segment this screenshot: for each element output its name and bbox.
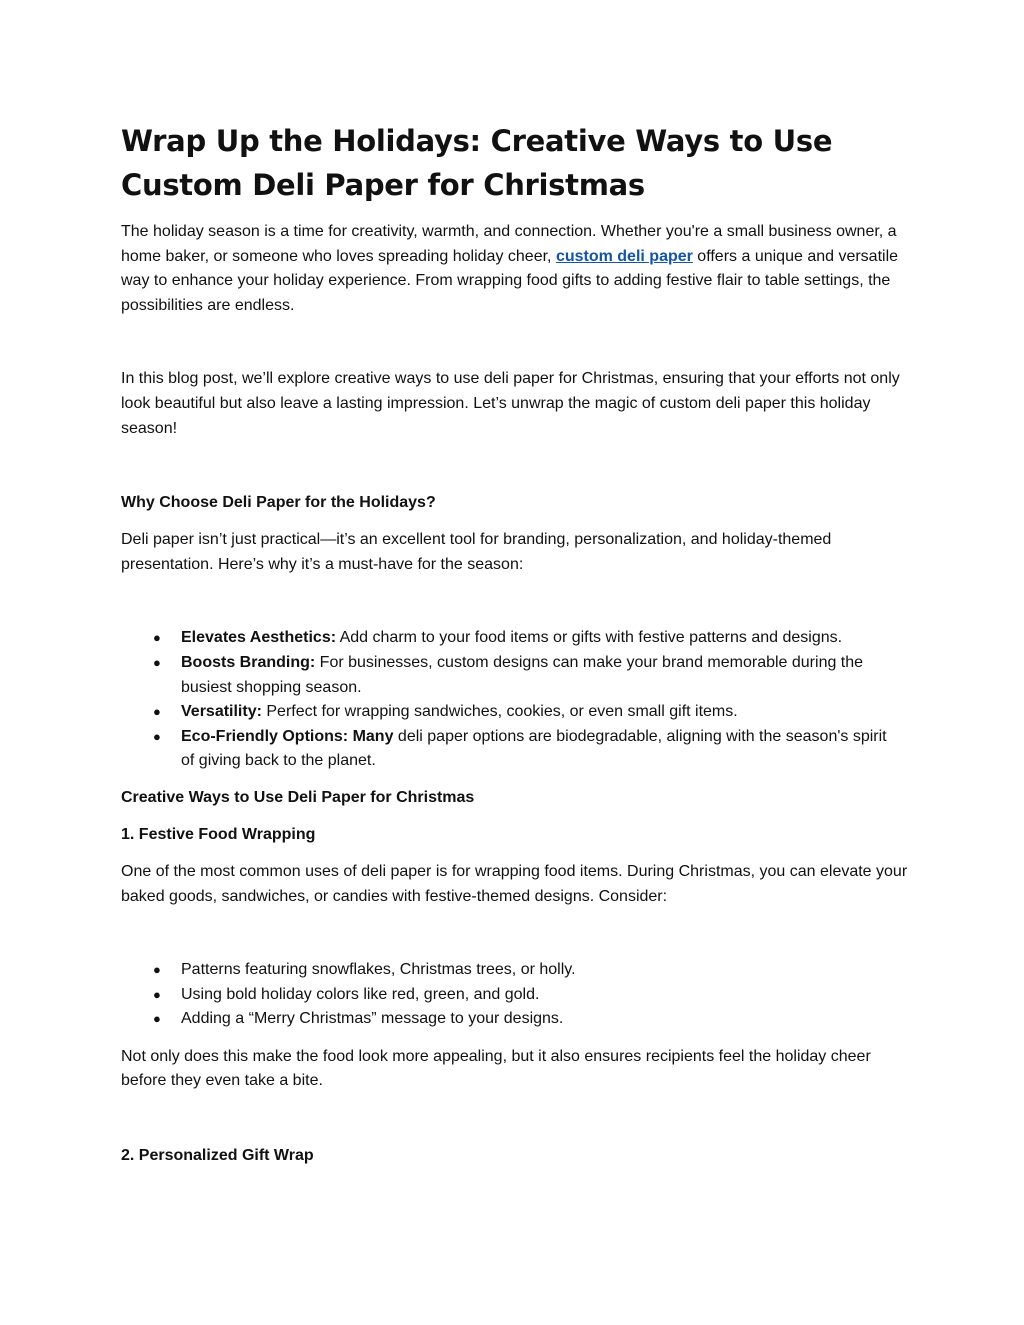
bullet-text: Using bold holiday colors like red, green, and gold. [181, 985, 540, 1003]
blog-intro-paragraph: In this blog post, we’ll explore creative ways to use deli paper for Christmas, ensuring that your efforts not only look beautiful but also leave a lasting impression. Let’s unwrap the magic of custom deli paper this holiday season! [121, 370, 900, 437]
custom-deli-paper-link[interactable]: custom deli paper [555, 247, 693, 265]
list-item [153, 651, 911, 700]
festive-bullet-list [121, 958, 911, 1032]
bullet-text: Perfect for wrapping sandwiches, cookies, or even small gift items. [261, 703, 738, 721]
bullet-icon: ● [153, 986, 161, 1002]
list-item [153, 626, 911, 651]
bullet-text: Add charm to your food items or gifts with festive patterns and designs. [336, 629, 843, 647]
festive-food-heading: 1. Festive Food Wrapping [121, 825, 316, 843]
bullet-label: Versatility: [181, 703, 262, 721]
creative-ways-heading: Creative Ways to Use Deli Paper for Christmas [121, 788, 475, 806]
gift-wrap-heading: 2. Personalized Gift Wrap [121, 1147, 314, 1165]
bullet-label: Boosts Branding: [181, 653, 316, 671]
list-item [153, 1007, 911, 1032]
list-item [153, 700, 911, 725]
intro-text-before-link: The holiday season is a time for creativity, warmth, and connection. Whether you're a small business owner, a home baker, or someone who loves spreading holiday cheer, [121, 223, 897, 265]
why-heading: Why Choose Deli Paper for the Holidays? [121, 494, 436, 512]
bullet-icon: ● [153, 1011, 161, 1027]
festive-food-paragraph: One of the most common uses of deli paper is for wrapping food items. During Christmas, you can elevate your baked goods, sandwiches, or candies with festive-themed designs. Consider: [121, 862, 908, 905]
festive-closing-paragraph: Not only does this make the food look more appealing, but it also ensures recipients feel the holiday cheer before they even take a bite. [121, 1047, 871, 1090]
why-bullet-list [121, 626, 911, 774]
bullet-icon: ● [153, 630, 161, 646]
bullet-icon: ● [153, 728, 161, 744]
document-title: Wrap Up the Holidays: Creative Ways to Use Custom Deli Paper for Christmas [121, 124, 833, 202]
bullet-label: Elevates Aesthetics: [181, 629, 337, 647]
bullet-text: Adding a “Merry Christmas” message to your designs. [181, 1010, 564, 1028]
list-item [153, 983, 911, 1008]
document-page [121, 119, 911, 1168]
intro-text-after-link: offers a unique and versatile way to enhance your holiday experience. From wrapping food gifts to adding festive flair to table settings, the possibilities are endless. [121, 247, 899, 314]
intro-paragraph [121, 220, 911, 318]
bullet-label: Eco-Friendly Options: Many [181, 727, 394, 745]
bullet-text: Patterns featuring snowflakes, Christmas trees, or holly. [181, 961, 576, 979]
bullet-icon: ● [153, 654, 161, 670]
bullet-text: For businesses, custom designs can make your brand memorable during the busiest shopping season. [181, 653, 864, 696]
list-item [153, 958, 911, 983]
why-paragraph: Deli paper isn’t just practical—it’s an excellent tool for branding, personalization, and holiday-themed presentation. Here’s why it’s a must-have for the season: [121, 531, 832, 573]
bullet-text: deli paper options are biodegradable, aligning with the season's spirit of giving back to the planet. [181, 727, 887, 770]
bullet-icon: ● [153, 704, 161, 720]
list-item [153, 725, 911, 774]
bullet-icon: ● [153, 962, 161, 978]
